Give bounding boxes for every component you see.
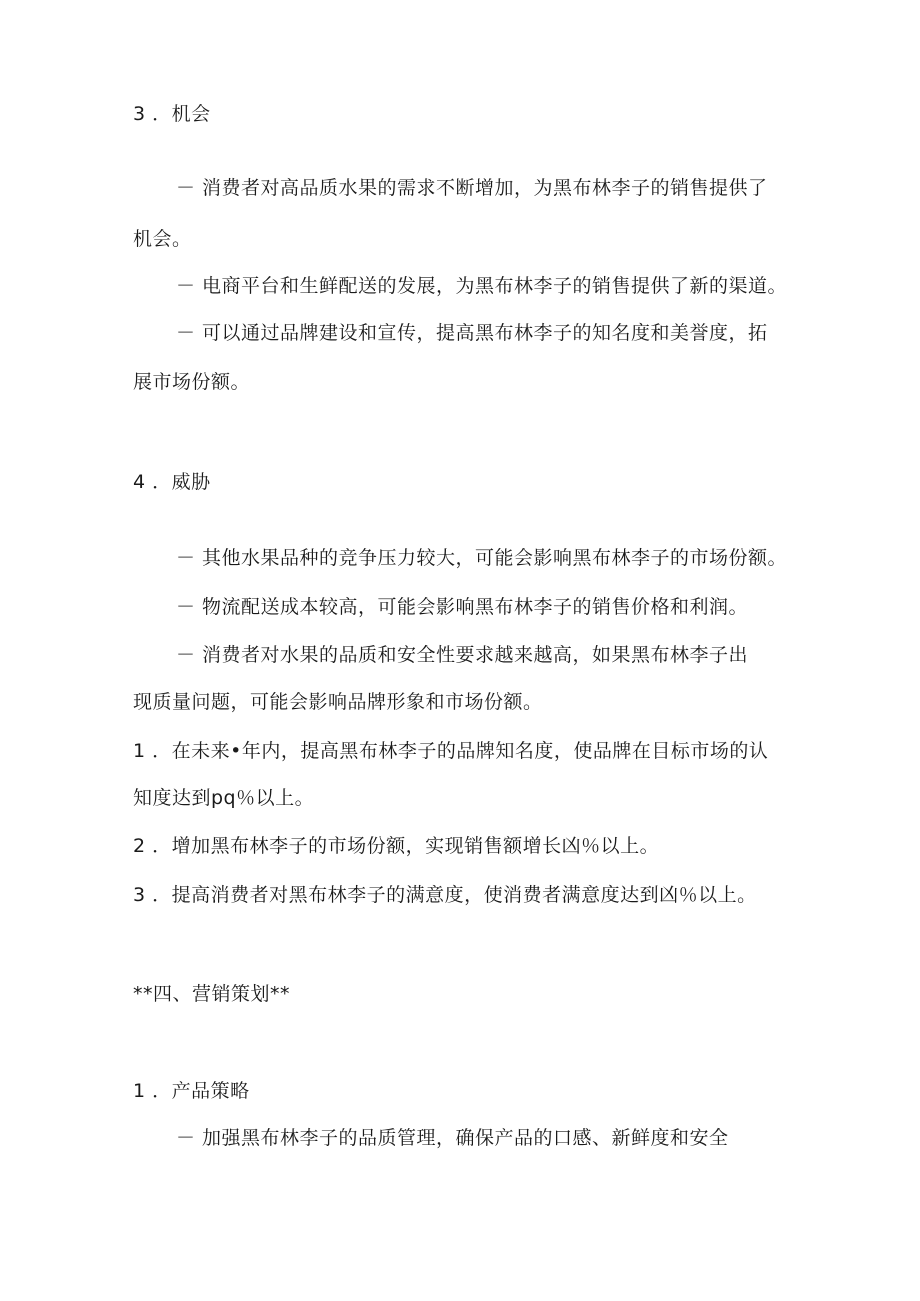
opportunities-heading: 3 ．机会: [133, 103, 211, 125]
threat-item-2-line1: － 物流配送成本较高，可能会影响黑布林李子的销售价格和利润。: [176, 596, 749, 618]
marketing-title: **四、营销策划**: [133, 983, 291, 1005]
opportunity-item-1-line2: 机会。: [133, 228, 192, 250]
threat-item-3-line2: 现质量问题，可能会影响品牌形象和市场份额。: [133, 691, 543, 713]
threats-heading: 4 ．威胁: [133, 471, 211, 493]
goal-item-1-line1: 1 ．在未来•年内，提高黑布林李子的品牌知名度，使品牌在目标市场的认: [133, 740, 769, 762]
opportunity-item-3-line2: 展市场份额。: [133, 371, 251, 393]
threat-item-3-line1: － 消费者对水果的品质和安全性要求越来越高，如果黑布林李子出: [176, 644, 749, 666]
opportunity-item-3-line1: － 可以通过品牌建设和宣传，提高黑布林李子的知名度和美誉度，拓: [176, 322, 768, 344]
goal-item-1-line2: 知度达到pq％以上。: [133, 787, 315, 809]
goal-item-3-line1: 3 ．提高消费者对黑布林李子的满意度，使消费者满意度达到凶％以上。: [133, 884, 757, 906]
product-strategy-item-1-line1: － 加强黑布林李子的品质管理，确保产品的口感、新鲜度和安全: [176, 1127, 729, 1149]
goal-item-2-line1: 2 ．增加黑布林李子的市场份额，实现销售额增长凶％以上。: [133, 835, 660, 857]
opportunity-item-1-line1: － 消费者对高品质水果的需求不断增加，为黑布林李子的销售提供了: [176, 177, 768, 199]
product-strategy-heading: 1 ．产品策略: [133, 1080, 250, 1102]
opportunity-item-2-line1: － 电商平台和生鲜配送的发展，为黑布林李子的销售提供了新的渠道。: [176, 275, 788, 297]
threat-item-1-line1: － 其他水果品种的竞争压力较大，可能会影响黑布林李子的市场份额。: [176, 547, 788, 569]
